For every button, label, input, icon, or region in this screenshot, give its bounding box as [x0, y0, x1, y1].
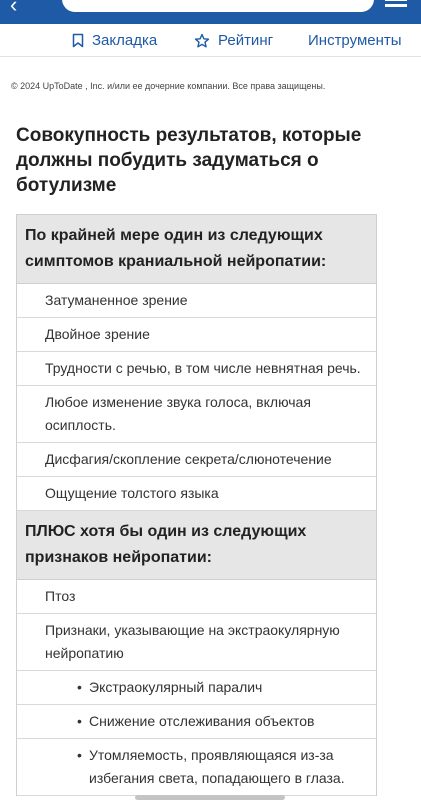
tools-label: Инструменты	[308, 32, 402, 49]
list-item: Трудности с речью, в том числе невнятная речь.	[17, 352, 376, 386]
bookmark-button[interactable]	[72, 32, 157, 49]
top-app-bar	[0, 0, 421, 24]
section-header: ПЛЮС хотя бы один из следующих признаков нейропатии:	[17, 511, 376, 580]
back-arrow-icon[interactable]: ‹	[10, 0, 18, 17]
bullet-icon: •	[77, 713, 82, 729]
list-item: Птоз	[17, 580, 376, 614]
tools-button[interactable]	[308, 32, 402, 49]
star-icon	[194, 33, 210, 49]
action-toolbar	[0, 24, 421, 57]
bullet-icon: •	[77, 747, 82, 763]
copyright-notice: © 2024 UpToDate , Inc. и/или ее дочерние компании. Все права защищены.	[11, 81, 326, 91]
rating-button[interactable]	[194, 32, 273, 49]
bullet-icon: •	[77, 679, 82, 695]
search-input[interactable]	[62, 0, 374, 12]
list-item	[17, 671, 376, 705]
bullet-text: Утомляемость, проявляющаяся из-за избегания света, попадающего в глаза.	[89, 747, 345, 786]
bullet-text: Экстраокулярный паралич	[89, 679, 263, 695]
criteria-table	[16, 214, 377, 796]
list-item: Дисфагия/скопление секрета/слюнотечение	[17, 443, 376, 477]
bullet-text: Снижение отслеживания объектов	[89, 713, 315, 729]
list-item: Затуманенное зрение	[17, 284, 376, 318]
scrollbar-thumb[interactable]	[135, 795, 285, 800]
list-item: Двойное зрение	[17, 318, 376, 352]
bookmark-label: Закладка	[92, 32, 158, 49]
list-item: Признаки, указывающие на экстраокулярную нейропатию	[17, 614, 376, 671]
page-title: Совокупность результатов, которые должны побудить задуматься о ботулизме	[16, 125, 362, 196]
list-item: Любое изменение звука голоса, включая осиплость.	[17, 386, 376, 443]
list-item	[17, 705, 376, 739]
menu-icon[interactable]	[385, 0, 407, 10]
rating-label: Рейтинг	[218, 32, 274, 49]
list-item: Ощущение толстого языка	[17, 477, 376, 511]
bookmark-icon	[72, 33, 84, 48]
section-header: По крайней мере один из следующих симптомов краниальной нейропатии:	[17, 215, 376, 284]
list-item	[17, 739, 376, 796]
